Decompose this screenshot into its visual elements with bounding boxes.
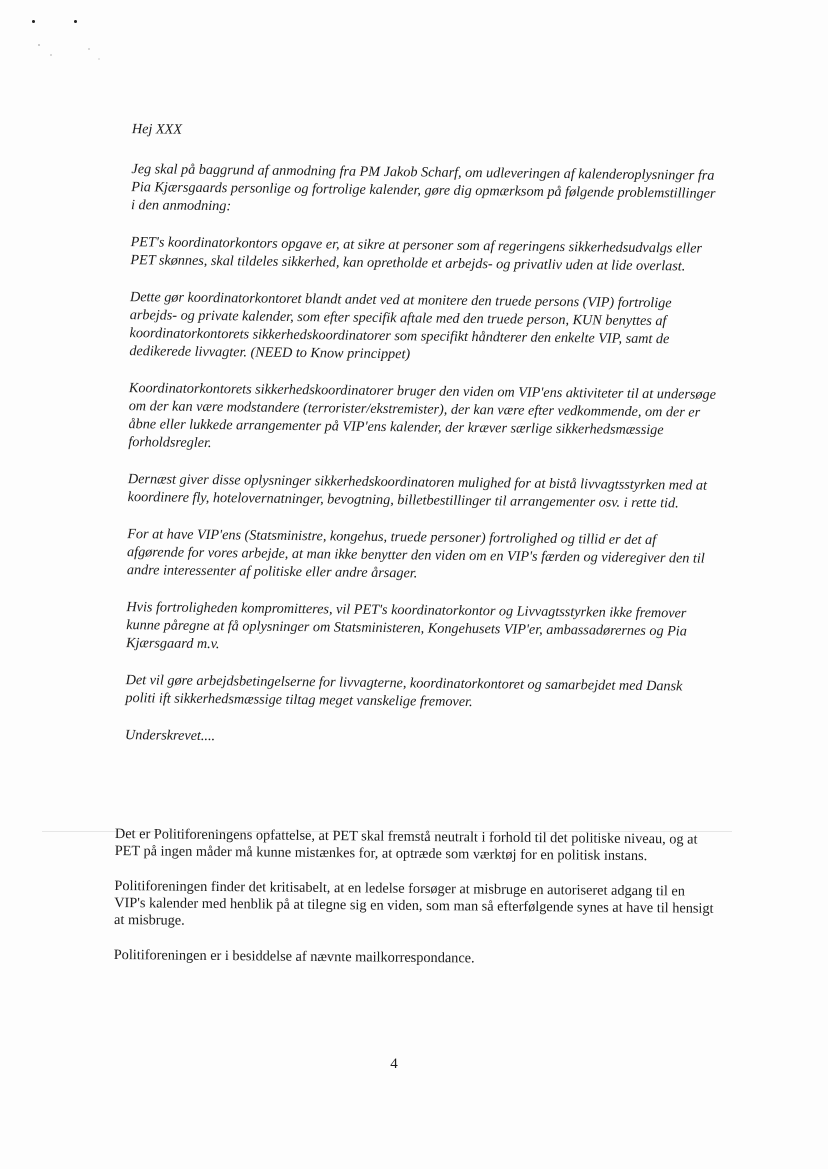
scan-dot — [74, 20, 77, 23]
scan-dot — [88, 48, 90, 50]
letter-paragraph: Det vil gøre arbejdsbetingelserne for livvagterne, koordinatorkontoret og samarbejdet med Dansk politi ift sikkerhedsmæssige tiltag meget vanskelige fremover. — [125, 672, 683, 711]
letter-paragraph: Jeg skal på baggrund af anmodning fra PM Jakob Scharf, om udleveringen af kalenderoplysninger fra Pia Kjærsgaards personlige og fortrolige kalender, gøre dig opmærksom på følgende problemstillinger i den anmodning: — [130, 161, 716, 215]
letter-paragraph: Hvis fortroligheden kompromitteres, vil PET's koordinatorkontor og Livvagtsstyrken ikke fremover kunne påregne at få oplysninger om Statsministeren, Kongehusets VIP'er, ambassadørernes og Pia Kjærsgaard m.v. — [125, 599, 687, 653]
scan-artifacts — [28, 14, 118, 74]
scan-dot — [32, 20, 35, 23]
quoted-letter — [113, 120, 720, 770]
letter-paragraph: Dette gør koordinatorkontoret blandt andet ved at monitere den truede persons (VIP) fortrolige arbejds- og private kalender, som efter specifik aftale med den truede person, KUN benyttes af koordinatorkontorets sikkerhedskoordinatorer som specifikt håndterer den enkelte VIP, samt de dedikerede livvagter. (NEED to Know princippet) — [129, 289, 672, 363]
commentary-paragraph: Politiforeningen finder det kritisabelt, at en ledelse forsøger at misbruge en autoriseret adgang til en VIP's kalender med henblik på at tilegne sig en viden, som man så efterfølgende synes at have til hensigt at misbruge. — [114, 877, 714, 929]
commentary-paragraph: Det er Politiforeningens opfattelse, at PET skal fremstå neutralt i forhold til det politiske niveau, og at PET på ingen måder må kunne mistænkes for, at optræde som værktøj for en politisk instans. — [114, 826, 698, 865]
letter-paragraph: Koordinatorkontorets sikkerhedskoordinatorer bruger den viden om VIP'ens aktiviteter til at undersøge om der kan være modstandere (terrorister/ekstremister), der kan være efter vedkommende, om der er åbne eller lukkede arrangementer på VIP'ens kalender, der kræver særlige sikkerhedsmæssige forholdsregler. — [128, 380, 717, 452]
scan-dot — [38, 44, 40, 46]
letter-paragraph: Dernæst giver disse oplysninger sikkerhedskoordinatoren mulighed for at bistå livvagtsstyrken med at koordinere fly, hotelovernatninger, bevogtning, billetbestillinger til arrangementer osv. i rette tid. — [127, 471, 708, 512]
scan-dot — [98, 58, 100, 60]
letter-greeting: Hej XXX — [131, 121, 183, 138]
commentary-paragraph: Politiforeningen er i besiddelse af nævnte mailkorrespondance. — [113, 946, 475, 967]
letter-paragraph: For at have VIP'ens (Statsministre, kongehus, truede personer) fortrolighed og tillid er det af afgørende for vores arbejde, at man ikke benytter den viden om en VIP's færden og videregiver den til andre interessenter af politiske eller andre årsager. — [126, 526, 705, 582]
letter-paragraph: PET's koordinatorkontors opgave er, at sikre at personer som af regeringens sikkerhedsudvalgs eller PET skønnes, skal tildeles sikkerhed, kan opretholde et arbejds- og privatliv uden at lide overlast. — [130, 234, 703, 275]
scan-dot — [50, 54, 52, 56]
commentary-section — [114, 826, 715, 988]
page-number: 4 — [390, 1056, 398, 1072]
letter-signature: Underskrevet.... — [124, 727, 216, 745]
